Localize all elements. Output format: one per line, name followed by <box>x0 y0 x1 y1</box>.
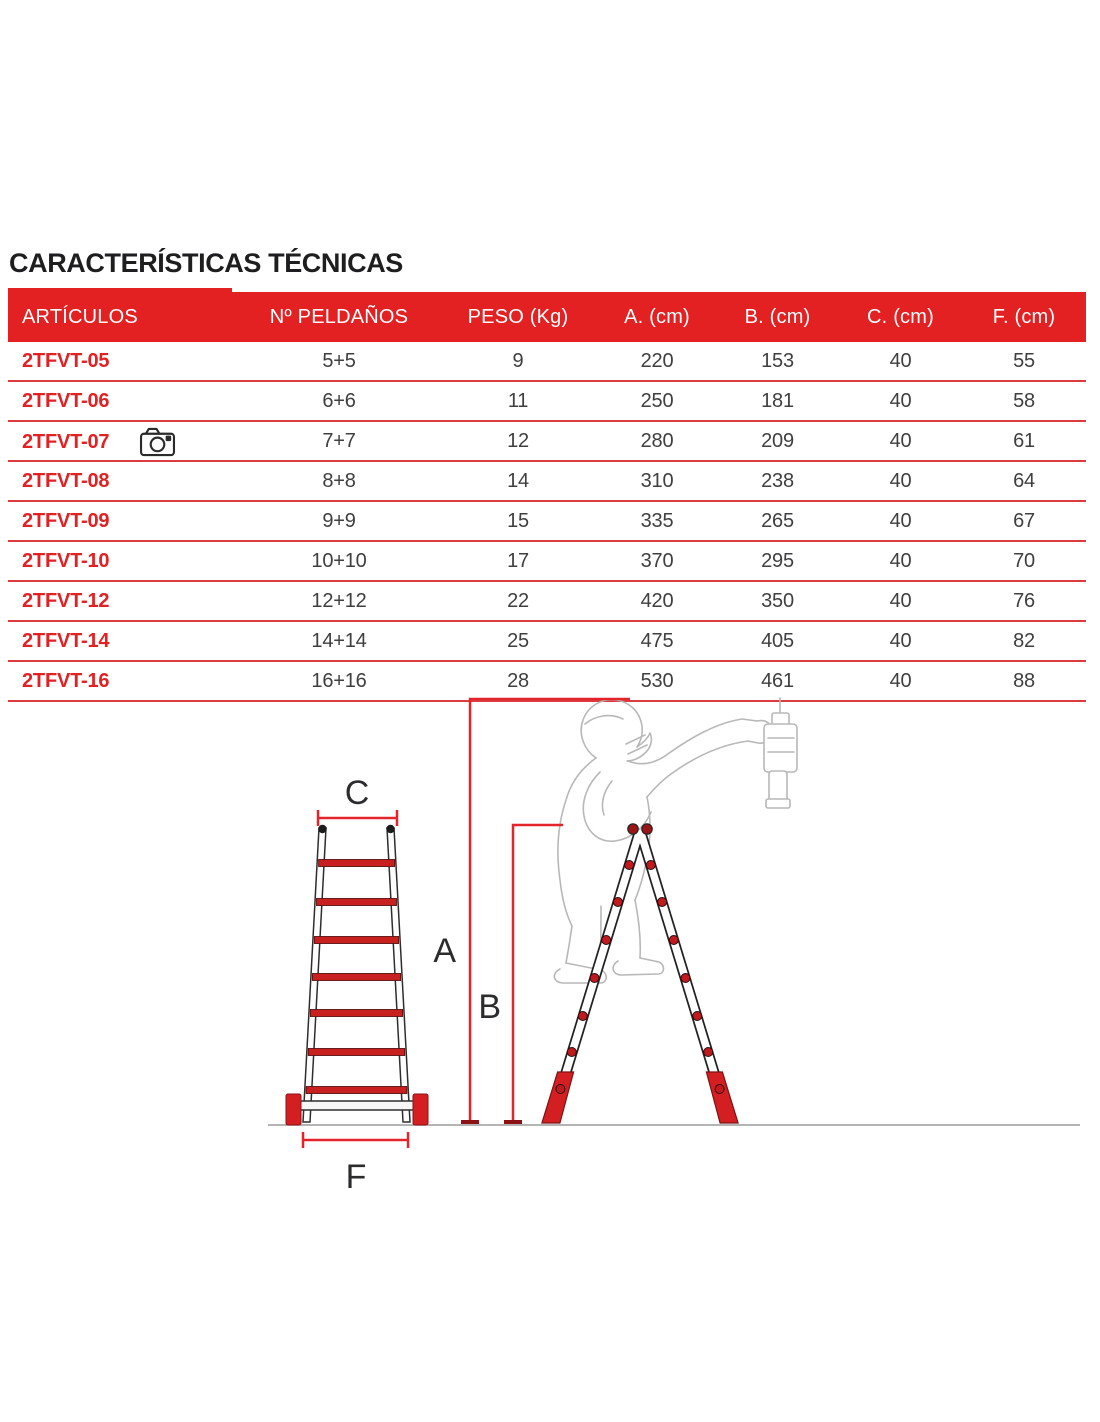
spec-value-cell: 475 <box>598 621 716 661</box>
spec-value-cell: 40 <box>839 661 962 701</box>
dim-label-a: A <box>433 932 456 970</box>
spec-value-cell: 17 <box>438 541 598 581</box>
article-code-cell <box>8 381 240 421</box>
aframe-ladder <box>542 824 738 1123</box>
table-row <box>8 381 1086 421</box>
table-row <box>8 501 1086 541</box>
page-title: CARACTERÍSTICAS TÉCNICAS <box>9 248 403 278</box>
spec-value-cell: 209 <box>716 421 839 461</box>
col-header-b: B. (cm) <box>716 292 839 342</box>
spec-value-cell: 25 <box>438 621 598 661</box>
col-header-c: C. (cm) <box>839 292 962 342</box>
spec-value-cell: 9 <box>438 342 598 381</box>
spec-value-cell: 16+16 <box>240 661 438 701</box>
front-ladder <box>286 825 428 1125</box>
article-code: 2TFVT-14 <box>22 629 110 652</box>
spec-value-cell: 40 <box>839 501 962 541</box>
spec-value-cell: 40 <box>839 541 962 581</box>
spec-value-cell: 461 <box>716 661 839 701</box>
col-header-a: A. (cm) <box>598 292 716 342</box>
spec-value-cell: 76 <box>962 581 1086 621</box>
dim-a <box>461 699 630 1124</box>
article-code: 2TFVT-10 <box>22 549 110 572</box>
dim-label-b: B <box>478 988 501 1026</box>
article-code-cell <box>8 541 240 581</box>
dim-c <box>318 810 397 826</box>
table-row <box>8 581 1086 621</box>
article-code: 2TFVT-05 <box>22 349 110 372</box>
article-code: 2TFVT-07 <box>22 430 110 453</box>
drill-sketch <box>764 698 797 808</box>
article-code: 2TFVT-08 <box>22 469 110 492</box>
ladder-foot-left <box>286 1094 301 1125</box>
spec-value-cell: 5+5 <box>240 342 438 381</box>
ladder-crossbar <box>300 1101 414 1110</box>
article-code: 2TFVT-16 <box>22 669 110 692</box>
spec-value-cell: 55 <box>962 342 1086 381</box>
spec-value-cell: 22 <box>438 581 598 621</box>
aframe-foot-right <box>706 1072 738 1123</box>
col-header-articulos: ARTÍCULOS <box>8 292 240 342</box>
header-row <box>8 292 1086 342</box>
article-code-cell <box>8 421 240 461</box>
aframe-foot-left <box>542 1072 574 1123</box>
spec-value-cell: 420 <box>598 581 716 621</box>
dim-label-f: F <box>345 1158 367 1196</box>
spec-value-cell: 8+8 <box>240 461 438 501</box>
spec-value-cell: 12 <box>438 421 598 461</box>
spec-value-cell: 7+7 <box>240 421 438 461</box>
spec-value-cell: 12+12 <box>240 581 438 621</box>
spec-value-cell: 220 <box>598 342 716 381</box>
spec-value-cell: 40 <box>839 621 962 661</box>
ladder-diagram <box>0 690 1100 1202</box>
aframe-rivets <box>556 861 724 1094</box>
article-code: 2TFVT-09 <box>22 509 110 532</box>
spec-value-cell: 14 <box>438 461 598 501</box>
spec-value-cell: 10+10 <box>240 541 438 581</box>
spec-value-cell: 61 <box>962 421 1086 461</box>
table-row <box>8 621 1086 661</box>
camera-icon[interactable] <box>139 426 176 457</box>
article-code-cell <box>8 581 240 621</box>
spec-value-cell: 405 <box>716 621 839 661</box>
spec-value-cell: 28 <box>438 661 598 701</box>
spec-table-head <box>8 292 1086 342</box>
col-header-peso: PESO (Kg) <box>438 292 598 342</box>
spec-value-cell: 88 <box>962 661 1086 701</box>
spec-table <box>8 292 1086 702</box>
spec-value-cell: 14+14 <box>240 621 438 661</box>
table-row <box>8 541 1086 581</box>
article-code-cell <box>8 501 240 541</box>
spec-value-cell: 280 <box>598 421 716 461</box>
spec-value-cell: 6+6 <box>240 381 438 421</box>
spec-value-cell: 40 <box>839 381 962 421</box>
spec-value-cell: 295 <box>716 541 839 581</box>
spec-value-cell: 64 <box>962 461 1086 501</box>
spec-value-cell: 370 <box>598 541 716 581</box>
spec-value-cell: 238 <box>716 461 839 501</box>
table-row <box>8 421 1086 461</box>
ladder-foot-right <box>413 1094 428 1125</box>
rail-cap-right <box>386 825 394 833</box>
spec-value-cell: 82 <box>962 621 1086 661</box>
spec-value-cell: 40 <box>839 342 962 381</box>
spec-value-cell: 67 <box>962 501 1086 541</box>
spec-value-cell: 153 <box>716 342 839 381</box>
table-row <box>8 342 1086 381</box>
spec-value-cell: 350 <box>716 581 839 621</box>
spec-value-cell: 335 <box>598 501 716 541</box>
article-code-cell <box>8 342 240 381</box>
spec-value-cell: 40 <box>839 461 962 501</box>
dim-f <box>303 1132 408 1148</box>
table-body <box>8 342 1086 701</box>
col-header-peldanos: Nº PELDAÑOS <box>240 292 438 342</box>
article-code-cell <box>8 621 240 661</box>
table-row <box>8 461 1086 501</box>
article-code-cell <box>8 461 240 501</box>
article-code: 2TFVT-12 <box>22 589 110 612</box>
spec-value-cell: 40 <box>839 581 962 621</box>
spec-value-cell: 9+9 <box>240 501 438 541</box>
dim-label-c: C <box>344 774 370 812</box>
spec-value-cell: 181 <box>716 381 839 421</box>
rail-cap-left <box>318 825 326 833</box>
spec-value-cell: 70 <box>962 541 1086 581</box>
spec-value-cell: 250 <box>598 381 716 421</box>
spec-value-cell: 40 <box>839 421 962 461</box>
spec-value-cell: 11 <box>438 381 598 421</box>
spec-value-cell: 530 <box>598 661 716 701</box>
spec-value-cell: 265 <box>716 501 839 541</box>
article-code: 2TFVT-06 <box>22 389 110 412</box>
spec-value-cell: 310 <box>598 461 716 501</box>
spec-value-cell: 58 <box>962 381 1086 421</box>
col-header-f: F. (cm) <box>962 292 1086 342</box>
spec-value-cell: 15 <box>438 501 598 541</box>
